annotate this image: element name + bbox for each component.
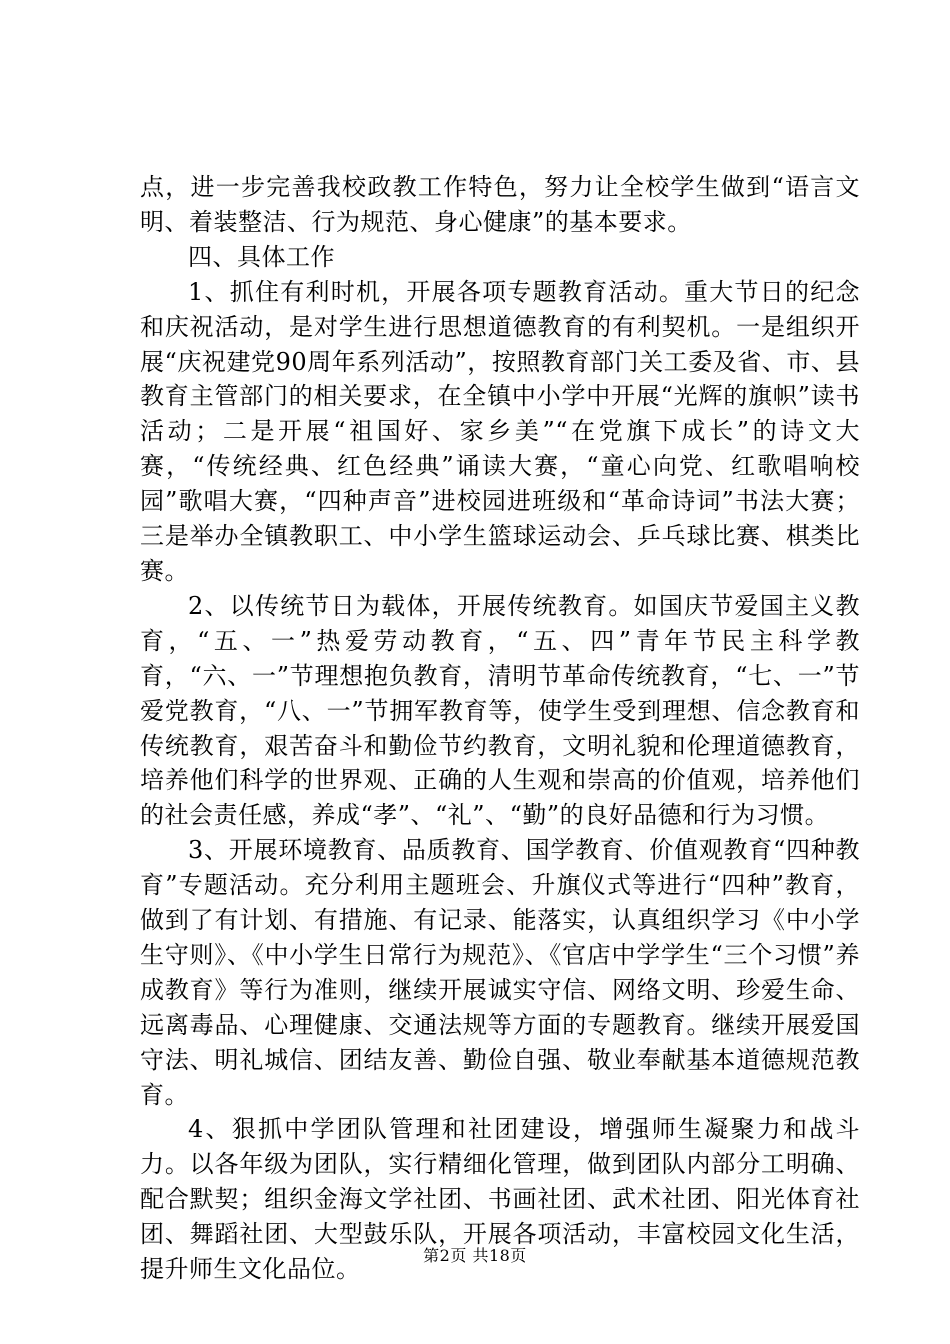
document-body (140, 170, 860, 1287)
section-heading: 四、具体工作 (188, 242, 335, 271)
page-number-footer: 第2页 共18页 (423, 1246, 527, 1265)
paragraph-item-4: 4、狠抓中学团队管理和社团建设，增强师生凝聚力和战斗力。以各年级为团队，实行精细化管理，做到团队内部分工明确、配合默契；组织金海文学社团、书画社团、武术社团、阳光体育社团、舞蹈社团、大型鼓乐队，开展各项活动，丰富校园文化生活，提升师生文化品位。 (140, 1115, 860, 1284)
paragraph-continuation: 点，进一步完善我校政教工作特色，努力让全校学生做到“语言文明、着装整洁、行为规范、身心健康”的基本要求。 (140, 173, 860, 236)
paragraph-item-1: 1、抓住有利时机，开展各项专题教育活动。重大节日的纪念和庆祝活动，是对学生进行思想道德教育的有利契机。一是组织开展“庆祝建党90周年系列活动”，按照教育部门关工委及省、市、县教育主管部门的相关要求，在全镇中小学中开展“光辉的旗帜”读书活动；二是开展“祖国好、家乡美”“在党旗下成长”的诗文大赛，“传统经典、红色经典”诵读大赛，“童心向党、红歌唱响校园”歌唱大赛，“四种声音”进校园进班级和“革命诗词”书法大赛；三是举办全镇教职工、中小学生篮球运动会、乒乓球比赛、棋类比赛。 (140, 277, 860, 585)
paragraph-item-2: 2、以传统节日为载体，开展传统教育。如国庆节爱国主义教育，“五、一”热爱劳动教育，“五、四”青年节民主科学教育，“六、一”节理想抱负教育，清明节革命传统教育，“七、一”节爱党教育，“八、一”节拥军教育等，使学生受到理想、信念教育和传统教育，艰苦奋斗和勤俭节约教育，文明礼貌和伦理道德教育，培养他们科学的世界观、正确的人生观和崇高的价值观，培养他们的社会责任感，养成“孝”、“礼”、“勤”的良好品德和行为习惯。 (140, 591, 860, 830)
paragraph-item-3: 3、开展环境教育、品质教育、国学教育、价值观教育“四种教育”专题活动。充分利用主题班会、升旗仪式等进行“四种”教育，做到了有计划、有措施、有记录、能落实，认真组织学习《中小学生守则》、《中小学生日常行为规范》、《官店中学学生“三个习惯”养成教育》等行为准则，继续开展诚实守信、网络文明、珍爱生命、远离毒品、心理健康、交通法规等方面的专题教育。继续开展爱国守法、明礼城信、团结友善、勤俭自强、敬业奉献基本道德规范教育。 (140, 836, 860, 1109)
